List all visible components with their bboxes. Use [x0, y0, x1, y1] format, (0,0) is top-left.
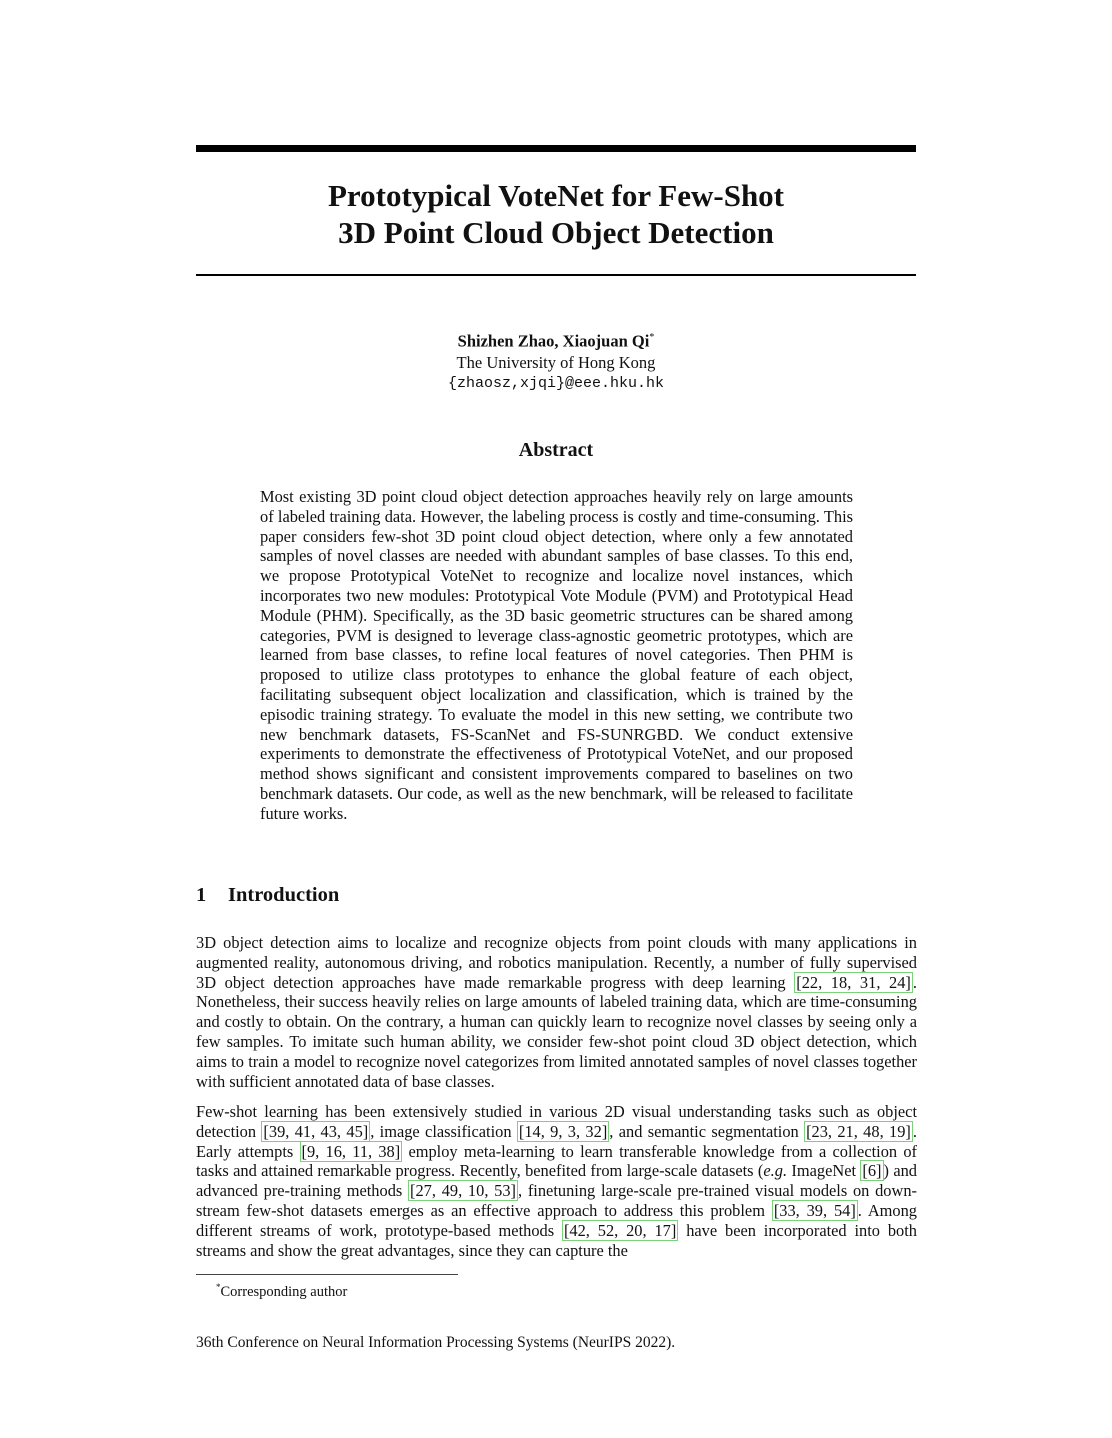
title-line-1: Prototypical VoteNet for Few-Shot	[327, 178, 785, 213]
citation-link[interactable]: [23, 21, 48, 19]	[806, 1121, 911, 1141]
affiliation: The University of Hong Kong	[456, 352, 656, 372]
text-run: 3D object detection aims to localize and recognize objects from point clouds with many applications in augmented reality, autonomous driving, and robotics manipulation. Recently, a number of fully supervised 3D object detection approaches have made remarkable progress with deep learning	[196, 933, 917, 992]
abstract-text: Most existing 3D point cloud object detection approaches heavily rely on large amounts of labeled training data. However, the labeling process is costly and time-consuming. This paper considers few-shot 3D point cloud object detection, where only a few annotated samples of novel classes are needed with abundant samples of base classes. To this end, we propose Prototypical VoteNet to recognize and localize novel instances, which incorporates two new modules: Prototypical Vote Module (PVM) and Prototypical Head Module (PHM). Specifically, as the 3D basic geometric structures can be shared among categories, PVM is designed to leverage class-agnostic geometric prototypes, which are learned from base classes, to refine local features of novel categories. Then PHM is proposed to utilize class prototypes to enhance the global feature of each object, facilitating subsequent object localization and classification, which is trained by the episodic training strategy. To evaluate the model in this new setting, we contribute two new benchmark datasets, FS-ScanNet and FS-SUNRGBD. We conduct extensive experiments to demonstrate the effectiveness of Prototypical VoteNet, and our proposed method shows significant and consistent improvements compared to baselines on two benchmark datasets. Our code, as well as the new benchmark, will be released to facilitate future works.	[260, 487, 853, 823]
footnote-mark: *	[216, 1282, 221, 1292]
title-rule-bottom	[196, 274, 916, 276]
paper-title	[196, 177, 916, 251]
citation-link[interactable]: [42, 52, 20, 17]	[563, 1220, 677, 1240]
text-run: . Early attempts	[196, 1121, 917, 1161]
title-line-2: 3D Point Cloud Object Detection	[338, 215, 774, 250]
citation-link[interactable]: [9, 16, 11, 38]	[301, 1141, 401, 1161]
title-rule-top	[196, 145, 916, 152]
citation-link[interactable]: [33, 39, 54]	[773, 1200, 856, 1220]
author-star: *	[649, 332, 655, 343]
citation-link[interactable]: [6]	[862, 1161, 882, 1181]
text-run: Few-shot learning has been extensively studied in various 2D visual understanding tasks such as object detection	[196, 1102, 917, 1141]
citation-link[interactable]: [14, 9, 3, 32]	[518, 1121, 608, 1141]
footnote-text: Corresponding author	[220, 1283, 348, 1300]
citation-link[interactable]: [27, 49, 10, 53]	[410, 1181, 517, 1201]
text-run-italic: e.g.	[763, 1161, 788, 1181]
section-number: 1	[196, 884, 207, 906]
text-run: , image classification	[370, 1121, 517, 1141]
text-run: ImageNet	[787, 1161, 861, 1181]
text-run: , finetuning large-scale pre-trained visual models on down-stream few-shot datasets emerges as an effective approach to address this problem	[196, 1181, 917, 1220]
citation-link[interactable]: [22, 18, 31, 24]	[796, 972, 911, 992]
footnote-rule	[196, 1274, 458, 1275]
citation-link[interactable]: [39, 41, 43, 45]	[263, 1121, 369, 1141]
author-block	[196, 327, 916, 394]
intro-paragraph-2	[196, 1102, 917, 1260]
text-run: have been incorporated into both streams and show the great advantages, since they can capture the	[196, 1220, 917, 1260]
section-heading-introduction	[196, 884, 339, 907]
text-run: ) and advanced pre-training methods	[196, 1161, 917, 1201]
text-run: . Among different streams of work, prototype-based methods	[196, 1200, 918, 1240]
venue-footer: 36th Conference on Neural Information Processing Systems (NeurIPS 2022).	[196, 1334, 676, 1351]
text-run: employ meta-learning to learn transferable knowledge from a collection of tasks and attained remarkable progress. Recently, benefited from large-scale datasets (	[196, 1141, 917, 1181]
intro-paragraph-1	[196, 933, 917, 1091]
section-title: Introduction	[228, 884, 340, 906]
author-names: Shizhen Zhao, Xiaojuan Qi	[457, 331, 650, 351]
abstract-heading: Abstract	[518, 439, 594, 461]
footnote	[216, 1278, 347, 1301]
text-run: , and semantic segmentation	[609, 1121, 805, 1141]
text-run: . Nonetheless, their success heavily relies on large amounts of labeled training data, which are time-consuming and costly to obtain. On the contrary, a human can quickly learn to recognize novel classes by seeing only a few samples. To imitate such human ability, we consider few-shot point cloud 3D object detection, which aims to train a model to recognize novel categorizes from limited annotated samples of novel classes together with sufficient annotated data of base classes.	[196, 972, 917, 1091]
author-email: {zhaosz,xjqi}@eee.hku.hk	[447, 374, 665, 392]
